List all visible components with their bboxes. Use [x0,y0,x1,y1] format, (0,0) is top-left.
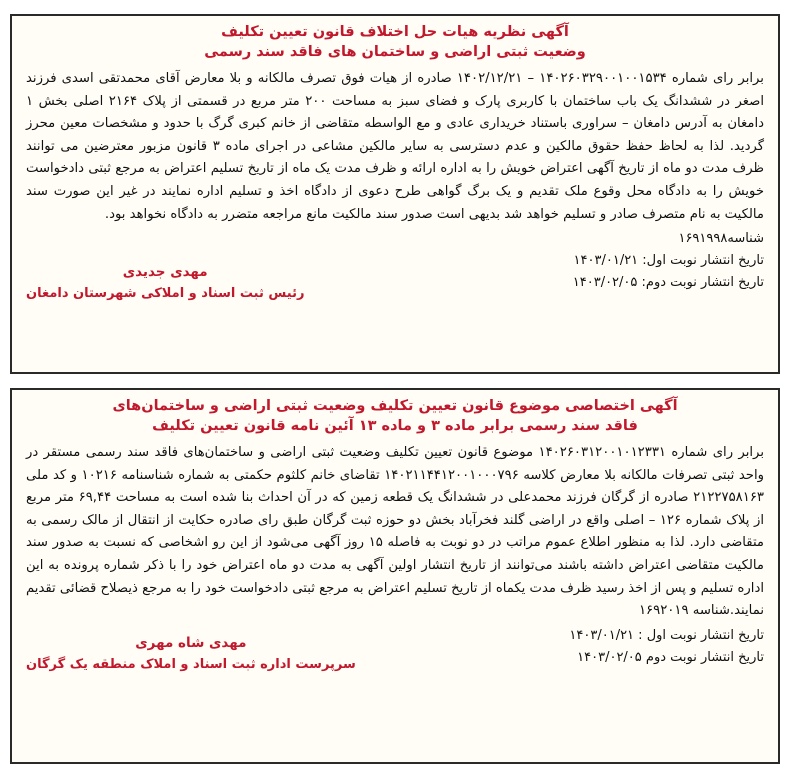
notice-1-body: برابر رای شماره ۱۴۰۲۶۰۳۲۹۰۰۱۰۰۱۵۳۴ – ۱۴۰۲/۱۲/۲۱ صادره از هیات فوق تصرف مالکانه و بلا معارض آقای محمدتقی اسدی فرزند اصغر در ششدانگ یک باب ساختمان با کاربری پارک و فضای سبز به مساحت ۲۰۰ متر مربع در قسمتی از پلاک ۲۱۶۴ اصلی بخش ۱ دامغان به آدرس دامغان – سراوری باستناد خریداری عادی و مع الواسطه متقاضی از خانم کبری گرگ با حدود و مشخصات معین محرز گردید. لذا به لحاظ حفظ حقوق مالکین و عدم دسترسی به سایر مالکین مشاعی در اجرای ماده ۳ قانون مزبور معترضین می توانند ظرف مدت دو ماه از تاریخ آگهی اعتراض خویش را به اداره ارائه و ظرف مدت یک ماه از تاریخ تسلیم اعتراض به مرجع ثبتی دادخواست خویش را به دادگاه محل وقوع ملک تقدیم و یک برگ گواهی طرح دعوی از دادگاه اخذ و تسلیم اداره نمایند در غیر این صورت سند مالکیت به نام متصرف صادر و تسلیم خواهد شد بدیهی است صدور سند مالکیت مانع مراجعه متضرر به دادگاه نخواهد بود. [26,71,764,222]
notice-2-body: برابر رای شماره ۱۴۰۲۶۰۳۱۲۰۰۱۰۱۲۳۳۱ موضوع قانون تعیین تکلیف وضعیت ثبتی اراضی و ساختمان‌های فاقد سند رسمی مستقر در واحد ثبتی تصرفات مالکانه بلا معارض کلاسه ۱۴۰۲۱۱۴۴۱۲۰۰۱۰۰۰۷۹۶ تقاضای خانم کلثوم حکمتی به شماره شناسنامه ۱۰۲۱۶ و کد ملی ۲۱۲۲۷۵۸۱۶۳ صادره از گرگان فرزند محمدعلی در ششدانگ یک قطعه زمین که در آن احداث بنا شده است به مساحت ۶۹,۴۴ متر مربع از پلاک شماره ۱۲۶ – اصلی واقع در اراضی گلند فخرآباد بخش دو حوزه ثبت گرگان طبق رای صادره حکایت از انتقال از مالک رسمی به متقاضی دارد. لذا به منظور اطلاع عموم مراتب در دو نوبت به فاصله ۱۵ روز آگهی می‌شود از این رو اشخاصی که نسبت به صدور سند مالکیت متقاضی اعتراض داشته باشند می‌توانند از تاریخ انتشار اولین آگهی به مدت دو ماه اعتراض خود را با ذکر شماره پرونده به این اداره تسلیم و پس از اخذ رسید ظرف مدت یکماه از تاریخ تسلیم اعتراض به مرجع ثبتی دادخواست خود را به مرجع ذیصلاح قضائی تقدیم نمایند.شناسه ۱۶۹۲۰۱۹ [26,445,765,619]
notice-2 [10,388,780,764]
notice-2-signature [26,633,356,675]
notice-2-signer-name: مهدی شاه مهری [135,634,247,651]
notice-1 [10,14,780,374]
notice-1-signer-name: مهدی جدیدی [122,264,208,281]
notice-1-date-first: تاریخ انتشار نوبت اول: ۱۴۰۳/۰۱/۲۱ [573,253,764,269]
notice-1-footer [26,228,764,308]
notice-1-signature [26,262,304,304]
notice-2-date-second: تاریخ انتشار نوبت دوم ۱۴۰۳/۰۲/۰۵ [577,649,764,665]
notice-1-date-second: تاریخ انتشار نوبت دوم: ۱۴۰۳/۰۲/۰۵ [572,275,764,291]
notice-1-shenaseh: شناسه۱۶۹۱۹۹۸ [678,231,764,247]
notice-2-signer-title: سرپرست اداره ثبت اسناد و املاک منطقه یک گرگان [26,656,356,672]
notice-1-title-line-2: وضعیت ثبتی اراضی و ساختمان های فاقد سند رسمی [204,44,586,60]
notice-2-title-line-2: فاقد سند رسمی برابر ماده ۳ و ماده ۱۳ آئین نامه قانون تعیین تکلیف [152,418,638,434]
notice-1-signer-title: رئیس ثبت اسناد و املاکی شهرستان دامغان [26,286,305,302]
notice-2-title-line-1: آگهی اختصاصی موضوع قانون تعیین تکلیف وضعیت ثبتی اراضی و ساختمان‌های [112,398,678,414]
notice-1-title-line-1: آگهی نظریه هیات حل اختلاف قانون تعیین تکلیف [221,24,569,40]
notice-2-footer [26,625,764,679]
notice-2-date-first: تاریخ انتشار نوبت اول : ۱۴۰۳/۰۱/۲۱ [569,627,764,643]
